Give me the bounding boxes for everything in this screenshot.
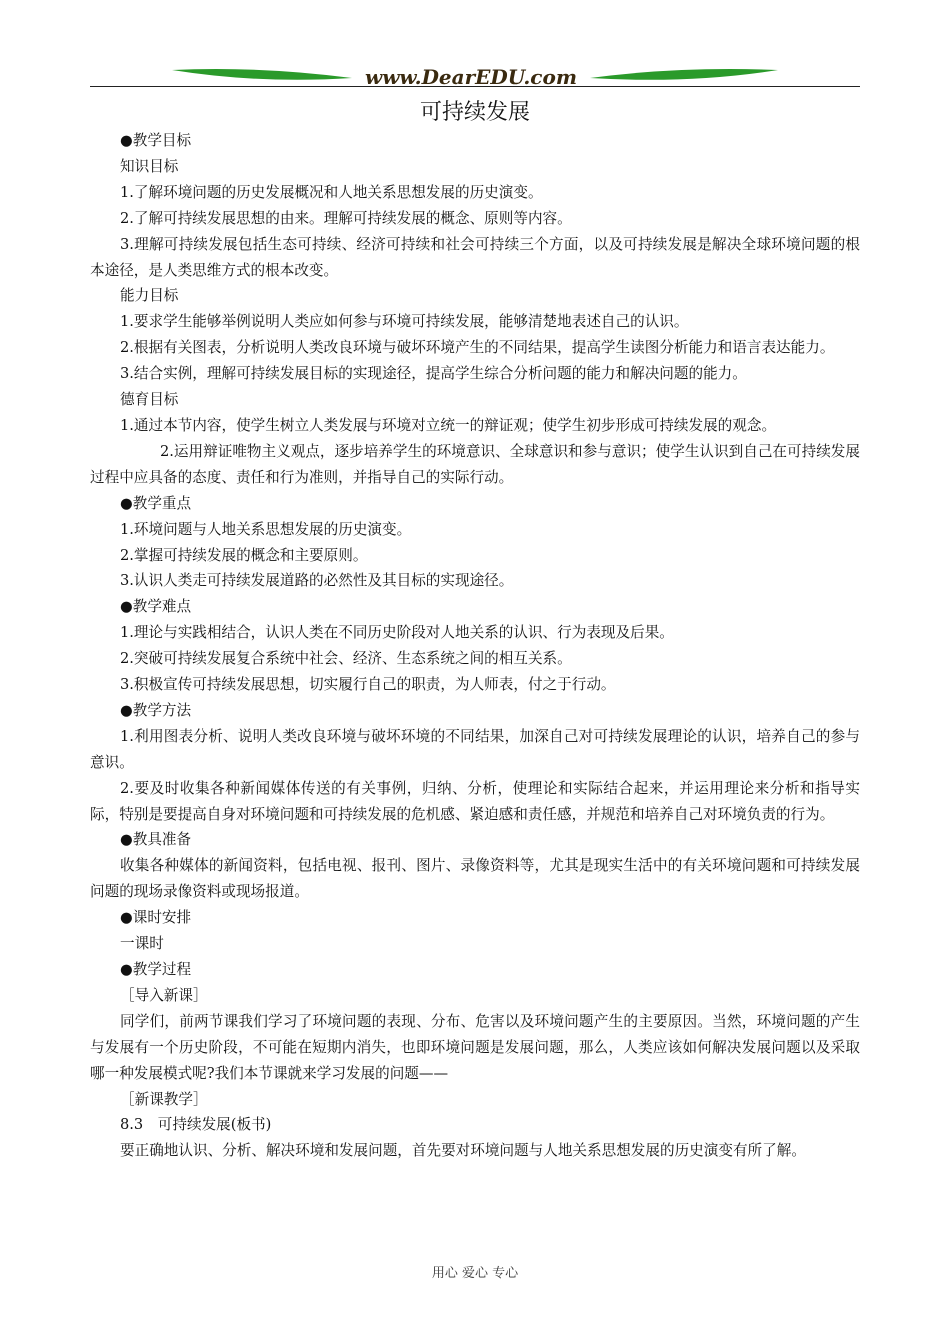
body-paragraph: 1.要求学生能够举例说明人类应如何参与环境可持续发展，能够清楚地表述自己的认识。 [120,313,689,331]
body-paragraph: 1.了解环境问题的历史发展概况和人地关系思想发展的历史演变。 [120,183,543,201]
body-paragraph: 2.掌握可持续发展的概念和主要原则。 [120,546,368,564]
body-paragraph: ●教具准备 [120,831,192,849]
body-paragraph: 8.3 可持续发展(板书) [120,1116,272,1134]
body-paragraph: 知识目标 [120,157,179,175]
body-paragraph: 2.要及时收集各种新闻媒体传送的有关事例，归纳、分析，使理论和实际结合起来，并运用理论来分析和指导实际，特别是要提高自身对环境问题和可持续发展的危机感、紧迫感和责任感，并规范和培养自己对环境负责的行为。 [90,779,860,823]
body-paragraph: 2.了解可持续发展思想的由来。理解可持续发展的概念、原则等内容。 [120,209,572,227]
body-paragraph: 能力目标 [120,287,179,305]
page-footer: 用心 爱心 专心 [431,1266,519,1281]
body-paragraph: 2.根据有关图表，分析说明人类改良环境与破坏环境产生的不同结果，提高学生读图分析能力和语言表达能力。 [120,339,835,357]
body-paragraph: ●教学难点 [120,598,192,616]
right-swoosh [590,69,778,80]
body-paragraph: 要正确地认识、分析、解决环境和发展问题，首先要对环境问题与人地关系思想发展的历史演变有所了解。 [120,1142,806,1160]
body-paragraph: 1.环境问题与人地关系思想发展的历史演变。 [120,520,412,538]
body-paragraph: ●教学重点 [120,494,192,512]
body-paragraph: 同学们，前两节课我们学习了环境问题的表现、分布、危害以及环境问题产生的主要原因。当然，环境问题的产生与发展有一个历史阶段，不可能在短期内消失，也即环境问题是发展问题，那么，人类应该如何解决发展问题以及采取哪一种发展模式呢?我们本节课就来学习发展的问题—— [90,1012,860,1082]
body-paragraph: ［导入新课］ [120,986,208,1004]
body-paragraph: 2.运用辩证唯物主义观点，逐步培养学生的环境意识、全球意识和参与意识；使学生认识到自己在可持续发展过程中应具备的态度、责任和行为准则，并指导自己的实际行动。 [90,442,860,486]
page-title: 可持续发展 [419,100,530,125]
body-paragraph: 1.通过本节内容，使学生树立人类发展与环境对立统一的辩证观；使学生初步形成可持续发展的观念。 [120,416,777,434]
body-paragraph: ●教学目标 [120,132,192,149]
body-paragraph: 3.结合实例，理解可持续发展目标的实现途径，提高学生综合分析问题的能力和解决问题的能力。 [120,365,747,383]
body-paragraph: ●教学过程 [120,961,192,978]
document-body [90,128,860,1164]
body-paragraph: 1.利用图表分析、说明人类改良环境与破坏环境的不同结果，加深自己对可持续发展理论的认识，培养自己的参与意识。 [90,727,860,771]
logo-text: www.DearEDU.com [364,65,578,89]
left-swoosh [172,69,352,80]
body-paragraph: 2.突破可持续发展复合系统中社会、经济、生态系统之间的相互关系。 [120,650,572,668]
body-paragraph: 德育目标 [120,391,179,409]
body-paragraph: ［新课教学］ [120,1090,208,1108]
body-paragraph: 3.理解可持续发展包括生态可持续、经济可持续和社会可持续三个方面，以及可持续发展是解决全球环境问题的根本途径，是人类思维方式的根本改变。 [90,235,860,279]
body-paragraph: 收集各种媒体的新闻资料，包括电视、报刊、图片、录像资料等，尤其是现实生活中的有关环境问题和可持续发展问题的现场录像资料或现场报道。 [90,857,860,901]
body-paragraph: 3.积极宣传可持续发展思想，切实履行自己的职责，为人师表，付之于行动。 [120,676,616,694]
body-paragraph: ●教学方法 [120,701,192,719]
body-paragraph: ●课时安排 [120,909,192,927]
body-paragraph: 一课时 [120,935,164,953]
body-paragraph: 3.认识人类走可持续发展道路的必然性及其目标的实现途径。 [120,572,514,590]
header-rule [90,86,860,87]
body-paragraph: 1.理论与实践相结合，认识人类在不同历史阶段对人地关系的认识、行为表现及后果。 [120,624,674,642]
